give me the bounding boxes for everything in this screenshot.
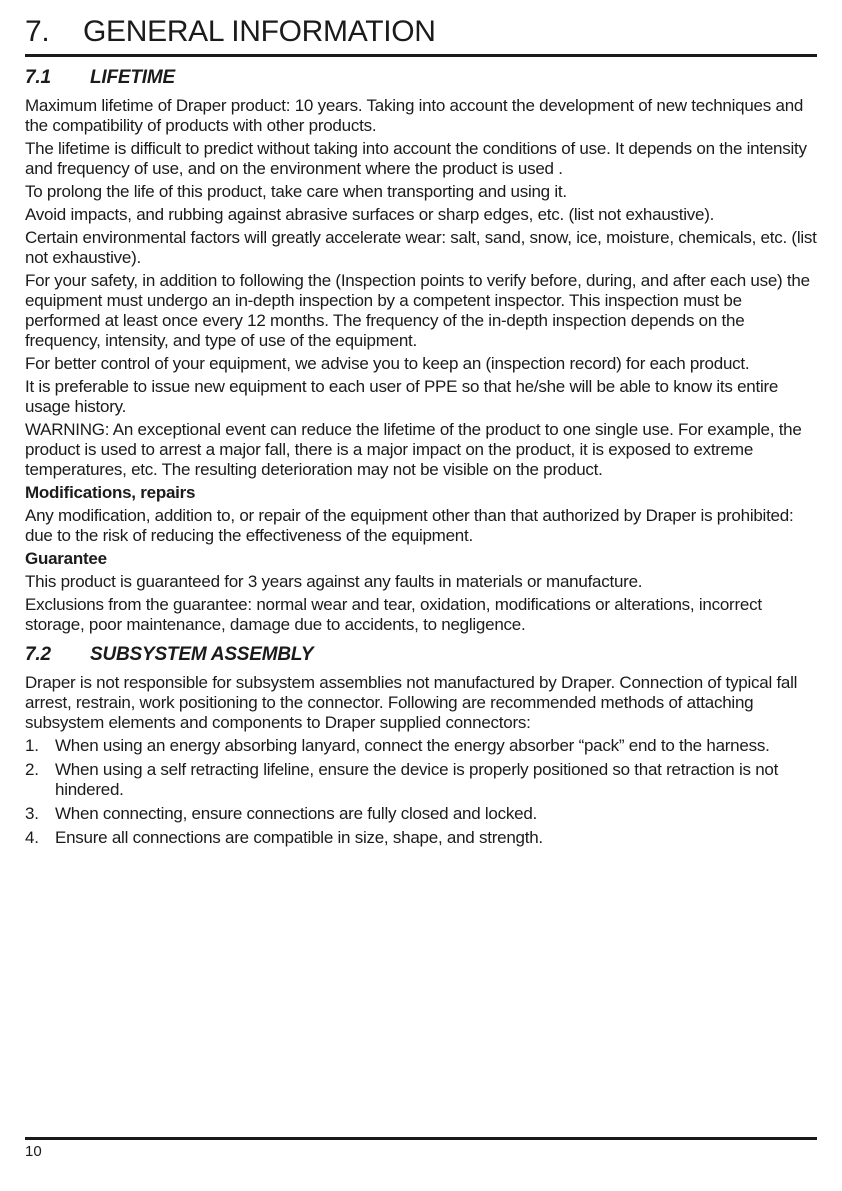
paragraph: For your safety, in addition to following the (Inspection points to verify before, during, and after each use) the equipment must undergo an in-depth inspection by a competent inspector. This inspection must be performed at least once every 12 months. The frequency of the in-depth inspection depends on the frequency, intensity, and type of use of the equipment. (25, 271, 810, 350)
list-item (25, 804, 817, 824)
paragraph: Avoid impacts, and rubbing against abrasive surfaces or sharp edges, etc. (list not exhaustive). (25, 205, 715, 224)
page-footer (25, 1133, 817, 1161)
subheading-guarantee: Guarantee (25, 549, 107, 568)
footer-rule (25, 1137, 817, 1140)
list-item-text: When connecting, ensure connections are fully closed and locked. (55, 804, 538, 823)
list-item-number: 2. (25, 760, 39, 779)
list-item-text: Ensure all connections are compatible in size, shape, and strength. (55, 828, 543, 847)
paragraph: For better control of your equipment, we advise you to keep an (inspection record) for each product. (25, 354, 750, 373)
list-item-text: When using a self retracting lifeline, ensure the device is properly positioned so that retraction is not hindered. (55, 760, 779, 799)
section-7-2-title: SUBSYSTEM ASSEMBLY (90, 644, 314, 665)
paragraph: Draper is not responsible for subsystem assemblies not manufactured by Draper. Connection of typical fall arrest, restrain, work positioning to the connector. Following are recommended methods of attaching subsystem elements and components to Draper supplied connectors: (25, 673, 798, 732)
chapter-number: 7. (25, 15, 50, 48)
subheading-modifications-repairs: Modifications, repairs (25, 483, 196, 502)
paragraph: It is preferable to issue new equipment to each user of PPE so that he/she will be able to know its entire usage history. (25, 377, 779, 416)
list-item (25, 760, 817, 800)
paragraph: Any modification, addition to, or repair of the equipment other than that authorized by Draper is prohibited: due to the risk of reducing the effectiveness of the equipment. (25, 506, 794, 545)
section-7-1-number: 7.1 (25, 67, 51, 88)
paragraph: This product is guaranteed for 3 years against any faults in materials or manufacture. (25, 572, 643, 591)
page-content (25, 14, 817, 852)
paragraph: Maximum lifetime of Draper product: 10 years. Taking into account the development of new techniques and the compatibility of products with other products. (25, 96, 804, 135)
paragraph: The lifetime is difficult to predict without taking into account the conditions of use. It depends on the intensity and frequency of use, and on the environment where the product is used . (25, 139, 807, 178)
section-7-1-heading (25, 67, 817, 89)
list-item-number: 4. (25, 828, 39, 847)
section-7-2-number: 7.2 (25, 644, 51, 665)
section-7-2-heading (25, 644, 817, 666)
chapter-heading (25, 14, 817, 50)
section-7-1-title: LIFETIME (90, 67, 175, 88)
list-item-number: 1. (25, 736, 39, 755)
header-rule (25, 54, 817, 57)
page-number: 10 (25, 1143, 42, 1160)
list-item-number: 3. (25, 804, 39, 823)
list-item-text: When using an energy absorbing lanyard, connect the energy absorber “pack” end to the harness. (55, 736, 770, 755)
paragraph: Exclusions from the guarantee: normal wear and tear, oxidation, modifications or alterations, incorrect storage, poor maintenance, damage due to accidents, to negligence. (25, 595, 762, 634)
list-item (25, 828, 817, 848)
list-item (25, 736, 817, 756)
paragraph: Certain environmental factors will greatly accelerate wear: salt, sand, snow, ice, moisture, chemicals, etc. (list not exhaustive). (25, 228, 817, 267)
warning-paragraph: WARNING: An exceptional event can reduce the lifetime of the product to one single use. For example, the product is used to arrest a major fall, there is a major impact on the product, it is exposed to extreme temperatures, etc. The resulting deterioration may not be visible on the product. (25, 420, 802, 479)
chapter-title: GENERAL INFORMATION (83, 15, 436, 48)
paragraph: To prolong the life of this product, take care when transporting and using it. (25, 182, 567, 201)
